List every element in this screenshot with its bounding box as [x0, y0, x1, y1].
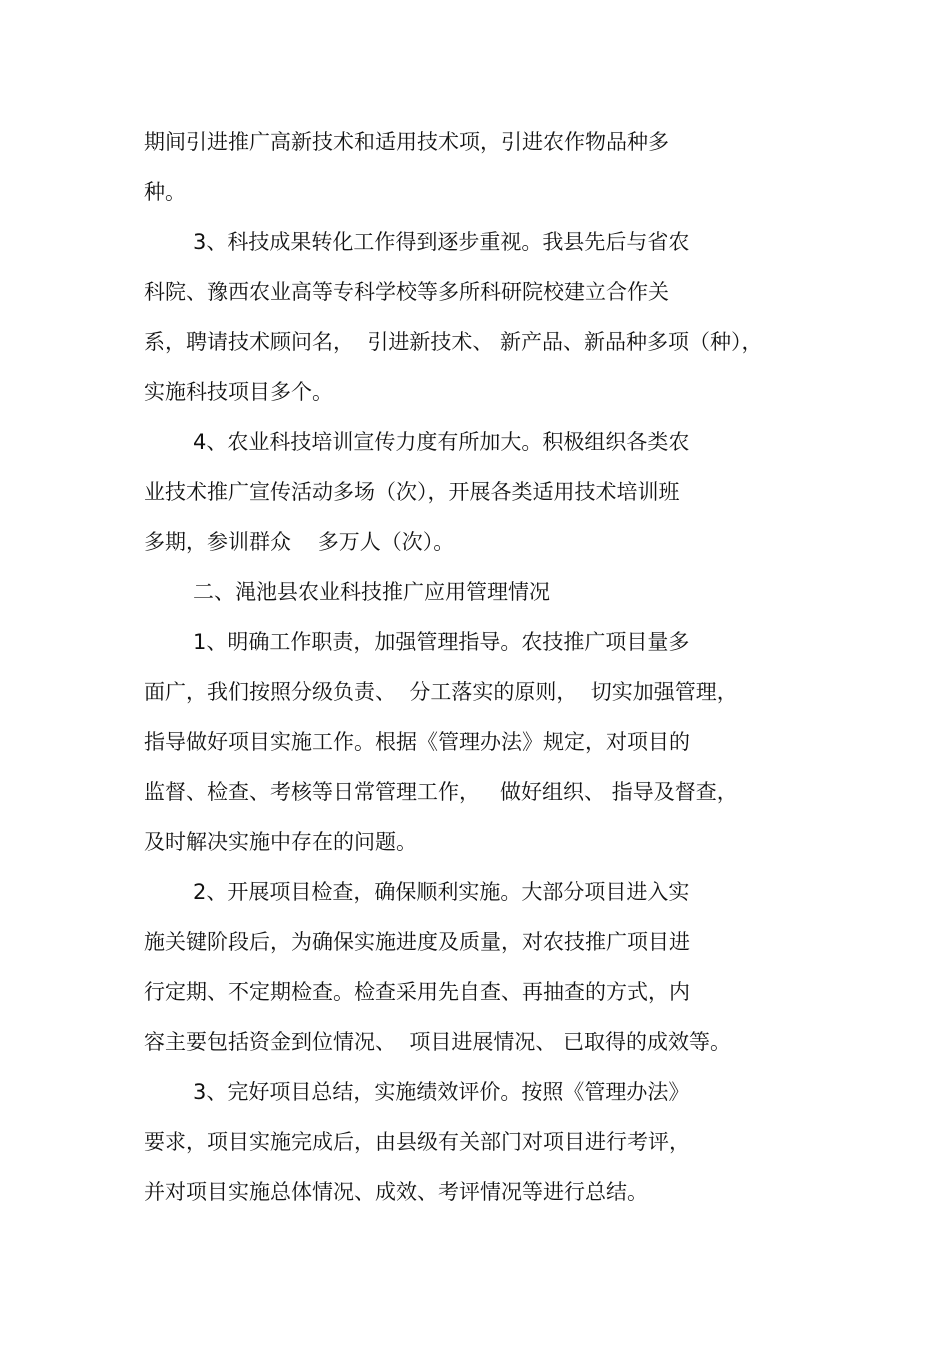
text-line: 指导做好项目实施工作。根据《管理办法》规定，对项目的 [144, 730, 690, 754]
text-line: 期间引进推广高新技术和适用技术项，引进农作物品种多 [144, 130, 669, 154]
paragraph-first-line: 4、农业科技培训宣传力度有所加大。积极组织各类农 [193, 430, 690, 454]
text-line: 业技术推广宣传活动多场（次），开展各类适用技术培训班 [144, 480, 680, 504]
text-line: 及时解决实施中存在的问题。 [144, 830, 417, 854]
paragraph-first-line: 3、科技成果转化工作得到逐步重视。我县先后与省农 [193, 230, 690, 254]
text-line: 并对项目实施总体情况、成效、考评情况等进行总结。 [144, 1180, 648, 1204]
text-line: 施关键阶段后，为确保实施进度及质量，对农技推广项目进 [144, 930, 690, 954]
paragraph-first-line: 1、明确工作职责，加强管理指导。农技推广项目量多 [193, 630, 690, 654]
text-line: 面广，我们按照分级负责、 分工落实的原则， 切实加强管理， [144, 680, 738, 704]
text-line: 系，聘请技术顾问名， 引进新技术、 新产品、新品种多项（种）， [144, 330, 763, 354]
text-line: 种。 [144, 180, 186, 204]
text-line: 行定期、不定期检查。检查采用先自查、再抽查的方式，内 [144, 980, 690, 1004]
text-line: 科院、豫西农业高等专科学校等多所科研院校建立合作关 [144, 280, 669, 304]
text-line: 要求，项目实施完成后，由县级有关部门对项目进行考评， [144, 1130, 690, 1154]
section-heading: 二、渑池县农业科技推广应用管理情况 [193, 580, 550, 604]
paragraph-first-line: 2、开展项目检查，确保顺利实施。大部分项目进入实 [193, 880, 690, 904]
text-line: 容主要包括资金到位情况、 项目进展情况、 已取得的成效等。 [144, 1030, 732, 1054]
text-line: 多期，参训群众 多万人（次）。 [144, 530, 455, 554]
text-line: 实施科技项目多个。 [144, 380, 333, 404]
paragraph-first-line: 3、完好项目总结，实施绩效评价。按照《管理办法》 [193, 1080, 690, 1104]
text-line: 监督、检查、考核等日常管理工作， 做好组织、 指导及督查， [144, 780, 738, 804]
